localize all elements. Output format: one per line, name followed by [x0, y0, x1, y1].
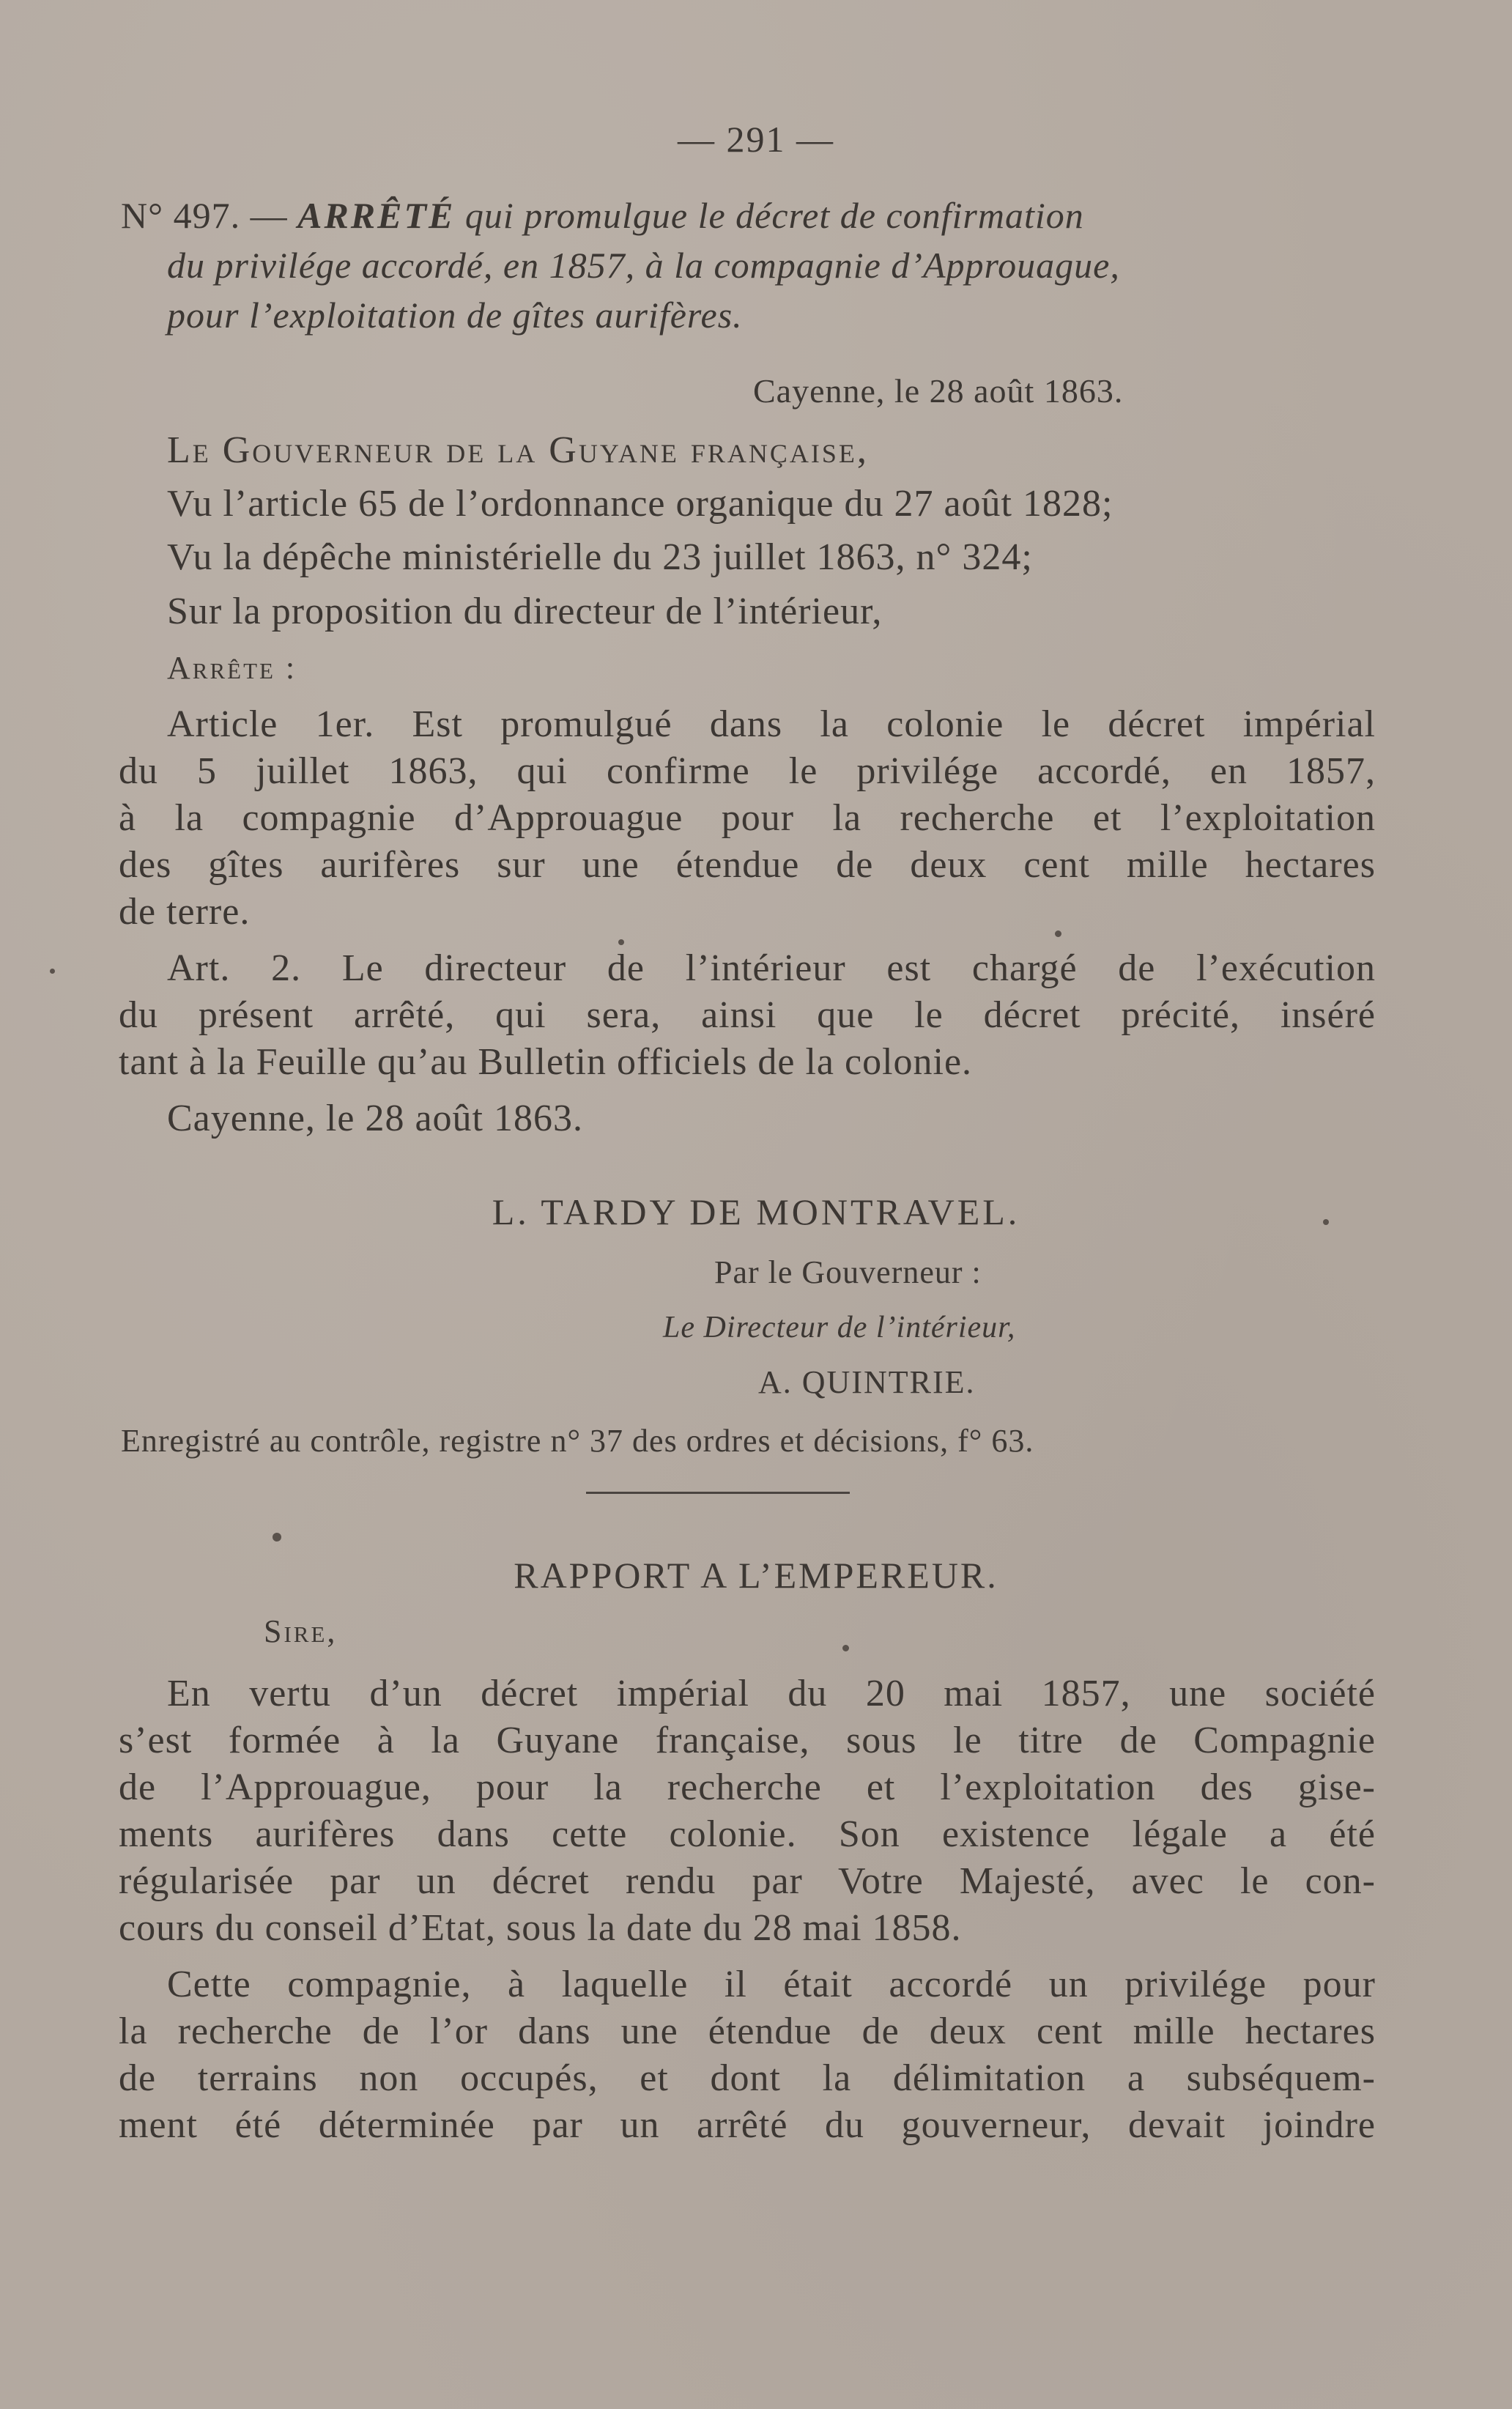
decree-title-line-2: du privilége accordé, en 1857, à la compagnie d’Approuague, [167, 245, 1120, 286]
signature-par-le-gouverneur: Par le Gouverneur : [714, 1254, 982, 1290]
article-2-line-1: Art. 2. Le directeur de l’intérieur est chargé de l’exécution [167, 947, 1376, 989]
paper-speck [618, 939, 624, 945]
dateline: Cayenne, le 28 août 1863. [753, 372, 1124, 410]
registration-line: Enregistré au contrôle, registre n° 37 des ordres et décisions, f° 63. [121, 1423, 1034, 1459]
rapport-para-1-line-6: cours du conseil d’Etat, sous la date du 28 mai 1858. [119, 1907, 962, 1949]
paper-speck [50, 969, 55, 974]
article-1-line-1: Article 1er. Est promulgué dans la colonie le décret impérial [167, 703, 1376, 745]
governor-line: Le Gouverneur de la Guyane française, [167, 429, 869, 471]
rapport-para-1-line-3: de l’Approuague, pour la recherche et l’exploitation des gise- [119, 1766, 1376, 1808]
paper-speck [1323, 1219, 1329, 1225]
closing-date: Cayenne, le 28 août 1863. [167, 1098, 583, 1139]
rapport-para-1-line-1: En vertu d’un décret impérial du 20 mai 1857, une société [167, 1673, 1376, 1714]
article-2-line-2: du présent arrêté, qui sera, ainsi que le décret précité, inséré [119, 994, 1376, 1036]
signature-name: L. TARDY DE MONTRAVEL. [492, 1191, 1020, 1232]
rapport-para-1-line-2: s’est formée à la Guyane française, sous le titre de Compagnie [119, 1720, 1376, 1761]
rapport-para-2-line-1: Cette compagnie, à laquelle il était accordé un privilége pour [167, 1964, 1376, 2005]
paper-speck [273, 1533, 281, 1542]
article-1-line-5: de terre. [119, 891, 251, 933]
decree-heading: ARRÊTÉ [297, 195, 456, 236]
article-1-line-2: du 5 juillet 1863, qui confirme le privilége accordé, en 1857, [119, 750, 1376, 792]
decree-title-line-3: pour l’exploitation de gîtes aurifères. [167, 295, 743, 336]
decree-title-line-1: N° 497. — ARRÊTÉ qui promulgue le décret de confirmation [121, 195, 1084, 236]
article-2-line-3: tant à la Feuille qu’au Bulletin officiels de la colonie. [119, 1041, 973, 1083]
sur-line: Sur la proposition du directeur de l’intérieur, [167, 591, 883, 632]
rapport-para-1-line-4: ments aurifères dans cette colonie. Son existence légale a été [119, 1813, 1376, 1855]
paper-speck [1055, 930, 1061, 937]
salutation: Sire, [264, 1613, 338, 1649]
article-1-line-4: des gîtes aurifères sur une étendue de deux cent mille hectares [119, 844, 1376, 886]
signature-countersign: A. QUINTRIE. [758, 1364, 976, 1400]
arrete-line: Arrête : [167, 650, 297, 686]
rapport-heading: RAPPORT A L’EMPEREUR. [514, 1555, 998, 1596]
page-number: — 291 — [678, 119, 834, 160]
rapport-para-2-line-3: de terrains non occupés, et dont la délimitation a subséquem- [119, 2057, 1376, 2099]
section-divider [586, 1492, 850, 1494]
paper-speck [842, 1645, 849, 1651]
rapport-para-2-line-4: ment été déterminée par un arrêté du gouverneur, devait joindre [119, 2104, 1376, 2146]
rapport-para-2-line-2: la recherche de l’or dans une étendue de deux cent mille hectares [119, 2010, 1376, 2052]
rapport-para-1-line-5: régularisée par un décret rendu par Votre Majesté, avec le con- [119, 1860, 1376, 1902]
article-1-line-3: à la compagnie d’Approuague pour la recherche et l’exploitation [119, 797, 1376, 839]
vu-line-1: Vu l’article 65 de l’ordonnance organique du 27 août 1828; [167, 483, 1113, 525]
signature-director: Le Directeur de l’intérieur, [663, 1311, 1016, 1344]
vu-line-2: Vu la dépêche ministérielle du 23 juillet 1863, n° 324; [167, 536, 1033, 578]
decree-number: N° 497. [121, 195, 241, 236]
